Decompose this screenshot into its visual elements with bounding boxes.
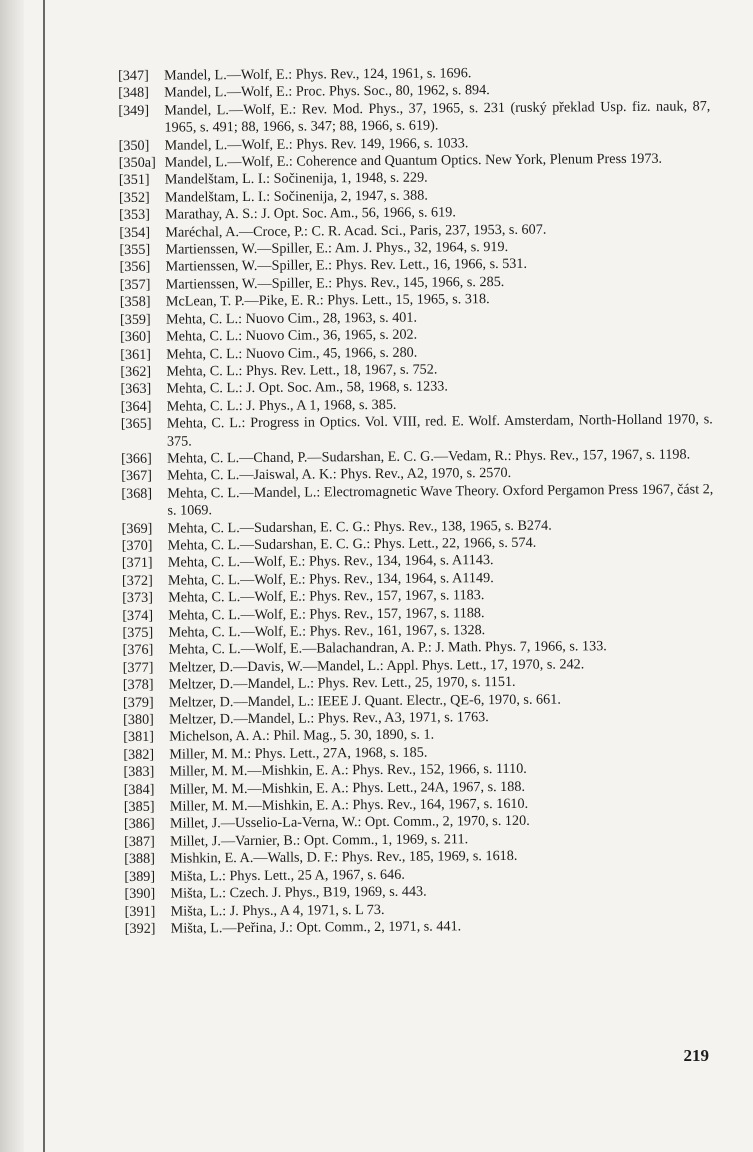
reference-citation: Mandel, L.—Wolf, E.: Phys. Rev., 124, 1961, s. 1696. (163, 65, 472, 84)
reference-citation: Mehta, C. L.—Wolf, E.: Phys. Rev., 134, 1964, s. A1149. (167, 569, 494, 589)
reference-number: [356] (119, 259, 151, 276)
reference-number: [347] (118, 67, 149, 84)
reference-citation: Meltzer, D.—Mandel, L.: Phys. Rev., A3, 1971, s. 1763. (169, 709, 489, 728)
reference-citation: Miller, M. M.—Mishkin, E. A.: Phys. Lett., 24A, 1967, s. 188. (169, 778, 526, 798)
reference-citation: Mehta, C. L.: J. Opt. Soc. Am., 58, 1968, s. 1233. (166, 378, 448, 397)
reference-citation: Meltzer, D.—Davis, W.—Mandel, L.: Appl. Phys. Lett., 17, 1970, s. 242. (168, 656, 585, 676)
reference-number: [375] (122, 624, 154, 641)
reference-number: [379] (122, 694, 154, 711)
binding-gutter-line (43, 0, 45, 1152)
reference-number: [380] (123, 711, 154, 729)
reference-citation: Mehta, C. L.: Nuovo Cim., 36, 1965, s. 202. (166, 326, 418, 345)
reference-citation: Mandel, L.—Wolf, E.: Coherence and Quantum Optics. New York, Plenum Press 1973. (164, 150, 663, 171)
reference-number: [365] (120, 415, 152, 433)
reference-citation: Mehta, C. L.: Nuovo Cim., 28, 1963, s. 401. (165, 309, 418, 328)
reference-number: [348] (118, 85, 149, 102)
reference-citation: Mišta, L.: Czech. J. Phys., B19, 1969, s. 443. (170, 883, 427, 902)
reference-citation: Mandel, L.—Wolf, E.: Rev. Mod. Phys., 37, 1965, s. 231 (ruský překlad Usp. fiz. nauk, 87, 1965, s. 491; 88, 1966, s. 347; 88, 1966, s. 619). (164, 98, 711, 136)
reference-citation: Mehta, C. L.: Nuovo Cim., 45, 1966, s. 280. (166, 344, 418, 363)
reference-citation: Mišta, L.: Phys. Lett., 25 A, 1967, s. 646. (170, 866, 405, 885)
reference-citation: Mehta, C. L.—Wolf, E.—Balachandran, A. P.: J. Math. Phys. 7, 1966, s. 133. (168, 638, 607, 659)
reference-citation: Mishkin, E. A.—Walls, D. F.: Phys. Rev., 185, 1969, s. 1618. (170, 848, 518, 867)
reference-citation: Meltzer, D.—Mandel, L.: Phys. Rev. Lett., 25, 1970, s. 1151. (168, 674, 516, 693)
reference-number: [373] (122, 589, 153, 607)
reference-number: [377] (122, 659, 154, 676)
reference-number: [370] (121, 537, 153, 554)
reference-entry (121, 481, 713, 520)
reference-number: [366] (121, 450, 152, 467)
reference-number: [353] (119, 207, 150, 224)
reference-citation: Mandel, L.—Wolf, E.: Proc. Phys. Soc., 80, 1962, s. 894. (164, 82, 490, 102)
reference-citation: Millet, J.—Usselio-La-Verna, W.: Opt. Comm., 2, 1970, s. 120. (169, 813, 530, 833)
reference-number: [352] (118, 189, 150, 206)
reference-citation: Mandel, L.—Wolf, E.: Phys. Rev. 149, 1966, s. 1033. (164, 134, 469, 154)
reference-number: [362] (120, 363, 152, 380)
reference-citation: Martienssen, W.—Spiller, E.: Phys. Rev. Lett., 16, 1966, s. 531. (165, 256, 528, 276)
reference-number: [385] (123, 798, 155, 816)
reference-citation: Millet, J.—Varnier, B.: Opt. Comm., 1, 1969, s. 211. (170, 831, 469, 850)
reference-number: [378] (122, 676, 154, 694)
reference-citation: Mehta, C. L.—Mandel, L.: Electromagnetic Wave Theory. Oxford Pergamon Press 1967, část 2, s. 1069. (167, 481, 714, 519)
reference-number: [358] (119, 294, 151, 311)
reference-number: [387] (124, 833, 155, 850)
reference-list (118, 63, 717, 938)
reference-number: [388] (124, 851, 156, 868)
reference-number: [359] (119, 311, 151, 328)
reference-number: [383] (123, 763, 155, 781)
reference-citation: Mišta, L.: J. Phys., A 4, 1971, s. L 73. (170, 901, 385, 920)
reference-number: [363] (120, 381, 152, 398)
reference-citation: Miller, M. M.—Mishkin, E. A.: Phys. Rev., 164, 1967, s. 1610. (169, 795, 529, 815)
reference-number: [386] (123, 816, 155, 833)
reference-citation: Mehta, C. L.: Progress in Optics. Vol. VIII, red. E. Wolf. Amsterdam, North-Holland 1970, s. 375. (166, 411, 713, 450)
reference-number: [369] (121, 520, 153, 537)
reference-citation: Mehta, C. L.—Wolf, E.: Phys. Rev., 134, 1964, s. A1143. (167, 552, 494, 571)
reference-citation: Meltzer, D.—Mandel, L.: IEEE J. Quant. Electr., QE-6, 1970, s. 661. (168, 691, 561, 711)
reference-number: [382] (123, 746, 155, 763)
reference-number: [371] (121, 555, 153, 572)
page-edge-shadow (0, 0, 24, 1152)
page-number: 219 (683, 1046, 709, 1065)
reference-citation: Marathay, A. S.: J. Opt. Soc. Am., 56, 1966, s. 619. (165, 204, 456, 223)
reference-number: [355] (119, 241, 151, 259)
reference-number: [349] (118, 102, 150, 119)
reference-number: [376] (122, 642, 154, 659)
reference-number: [354] (119, 224, 151, 241)
reference-number: [372] (121, 572, 153, 589)
reference-number: [374] (122, 607, 154, 624)
reference-entry (121, 411, 713, 450)
reference-entry (118, 98, 710, 137)
reference-entry (125, 916, 717, 938)
reference-number: [360] (120, 328, 151, 346)
reference-citation: Martienssen, W.—Spiller, E.: Am. J. Phys., 32, 1964, s. 919. (165, 239, 509, 258)
reference-number: [384] (123, 781, 155, 798)
reference-citation: Martienssen, W.—Spiller, E.: Phys. Rev., 145, 1966, s. 285. (165, 273, 505, 293)
reference-number: [390] (124, 885, 156, 903)
reference-number: [357] (119, 276, 151, 293)
reference-citation: Mehta, C. L.—Sudarshan, E. C. G.: Phys. Rev., 138, 1965, s. B274. (167, 517, 552, 537)
reference-citation: Miller, M. M.: Phys. Lett., 27A, 1968, s. 185. (169, 744, 428, 763)
reference-citation: Mehta, C. L.: Phys. Rev. Lett., 18, 1967, s. 752. (166, 361, 438, 380)
reference-number: [381] (123, 729, 155, 746)
reference-citation: Mehta, C. L.—Wolf, E.: Phys. Rev., 157, 1967, s. 1188. (168, 604, 485, 624)
reference-number: [368] (121, 485, 153, 502)
reference-number: [392] (124, 920, 156, 937)
reference-number: [351] (118, 172, 150, 189)
reference-citation: McLean, T. P.—Pike, E. R.: Phys. Lett., 15, 1965, s. 318. (165, 291, 490, 310)
reference-citation: Mehta, C. L.—Wolf, E.: Phys. Rev., 157, 1967, s. 1183. (168, 587, 485, 606)
reference-citation: Mehta, C. L.—Chand, P.—Sudarshan, E. C. G.—Vedam, R.: Phys. Rev., 157, 1967, s. 1198. (167, 446, 691, 467)
reference-citation: Michelson, A. A.: Phil. Mag., 5. 30, 1890, s. 1. (169, 726, 435, 746)
reference-citation: Mehta, C. L.—Jaiswal, A. K.: Phys. Rev., A2, 1970, s. 2570. (167, 465, 512, 484)
reference-number: [367] (121, 468, 153, 485)
reference-citation: Mehta, C. L.—Sudarshan, E. C. G.: Phys. Lett., 22, 1966, s. 574. (167, 534, 537, 554)
reference-citation: Mandelštam, L. I.: Sočinenija, 2, 1947, s. 388. (164, 187, 428, 206)
reference-number: [350a] (118, 154, 156, 172)
reference-citation: Miller, M. M.—Mishkin, E. A.: Phys. Rev., 152, 1966, s. 1110. (169, 761, 527, 780)
reference-citation: Mehta, C. L.: J. Phys., A 1, 1968, s. 385. (166, 396, 397, 415)
reference-number: [361] (120, 346, 152, 363)
reference-citation: Mehta, C. L.—Wolf, E.: Phys. Rev., 161, 1967, s. 1328. (168, 622, 486, 641)
reference-number: [364] (120, 398, 152, 415)
reference-citation: Mandelštam, L. I.: Sočinenija, 1, 1948, s. 229. (164, 170, 428, 189)
reference-citation: Mišta, L.—Peřina, J.: Opt. Comm., 2, 1971, s. 441. (170, 918, 462, 937)
reference-number: [391] (124, 903, 156, 920)
reference-citation: Maréchal, A.—Croce, P.: C. R. Acad. Sci., Paris, 237, 1953, s. 607. (165, 221, 547, 241)
reference-number: [389] (124, 868, 156, 885)
reference-number: [350] (118, 137, 150, 154)
